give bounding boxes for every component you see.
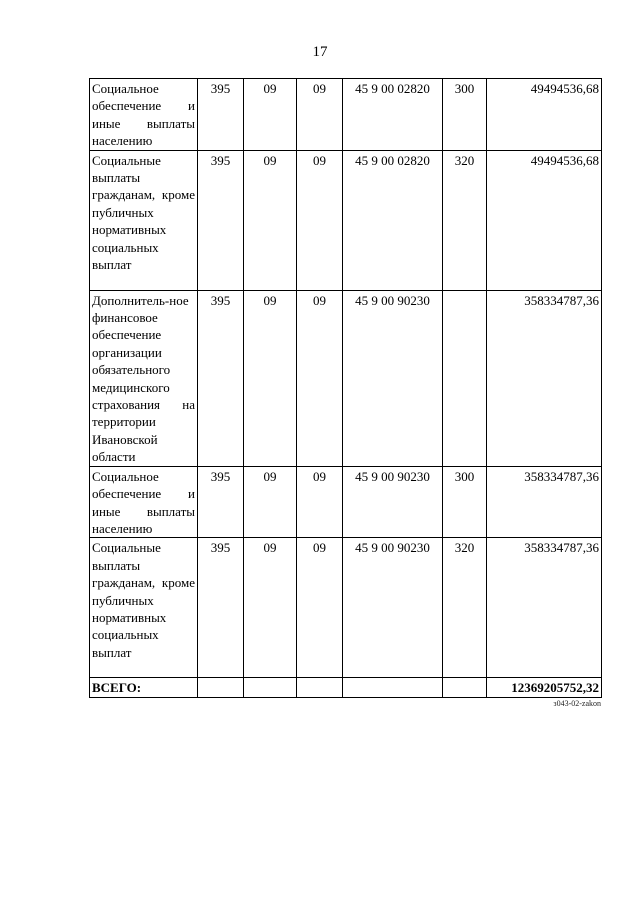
target-article-cell: 45 9 00 02820 [343, 150, 443, 290]
section-cell: 09 [244, 538, 297, 678]
expense-type-cell: 300 [443, 79, 487, 151]
empty-cell [443, 678, 487, 697]
total-amount: 12369205752,32 [487, 678, 602, 697]
target-article-cell: 45 9 00 90230 [343, 466, 443, 538]
expense-type-cell [443, 290, 487, 466]
budget-table-body [90, 79, 602, 698]
subsection-cell: 09 [297, 150, 343, 290]
total-row [90, 678, 602, 697]
ministry-code-cell: 395 [198, 538, 244, 678]
row-name-cell: Социальные выплаты гражданам, кроме публичных нормативных социальных выплат [90, 538, 198, 678]
amount-cell: 358334787,36 [487, 538, 602, 678]
target-article-cell: 45 9 00 02820 [343, 79, 443, 151]
ministry-code-cell: 395 [198, 79, 244, 151]
row-name-cell: Социальное обеспечение и иные выплаты населению [90, 79, 198, 151]
ministry-code-cell: 395 [198, 290, 244, 466]
empty-cell [198, 678, 244, 697]
expense-type-cell: 300 [443, 466, 487, 538]
expense-type-cell: 320 [443, 150, 487, 290]
ministry-code-cell: 395 [198, 150, 244, 290]
amount-cell: 49494536,68 [487, 79, 602, 151]
subsection-cell: 09 [297, 466, 343, 538]
section-cell: 09 [244, 150, 297, 290]
expense-type-cell: 320 [443, 538, 487, 678]
target-article-cell: 45 9 00 90230 [343, 538, 443, 678]
amount-cell: 358334787,36 [487, 466, 602, 538]
ministry-code-cell: 395 [198, 466, 244, 538]
section-cell: 09 [244, 290, 297, 466]
page-number: 17 [312, 44, 328, 60]
target-article-cell: 45 9 00 90230 [343, 290, 443, 466]
table-row [90, 79, 602, 151]
table-row [90, 150, 602, 290]
amount-cell: 358334787,36 [487, 290, 602, 466]
row-name-cell: Социальные выплаты гражданам, кроме публичных нормативных социальных выплат [90, 150, 198, 290]
table-row [90, 290, 602, 466]
footer-code: з043-02-zakon [553, 699, 601, 708]
empty-cell [343, 678, 443, 697]
subsection-cell: 09 [297, 538, 343, 678]
table-row [90, 466, 602, 538]
budget-table [89, 78, 602, 698]
empty-cell [244, 678, 297, 697]
row-name-cell: Дополнитель-ное финансовое обеспечение организации обязательного медицинского страхования на территории Ивановской области [90, 290, 198, 466]
empty-cell [297, 678, 343, 697]
table-row [90, 538, 602, 678]
total-label: ВСЕГО: [90, 678, 198, 697]
subsection-cell: 09 [297, 290, 343, 466]
subsection-cell: 09 [297, 79, 343, 151]
section-cell: 09 [244, 466, 297, 538]
section-cell: 09 [244, 79, 297, 151]
row-name-cell: Социальное обеспечение и иные выплаты населению [90, 466, 198, 538]
amount-cell: 49494536,68 [487, 150, 602, 290]
